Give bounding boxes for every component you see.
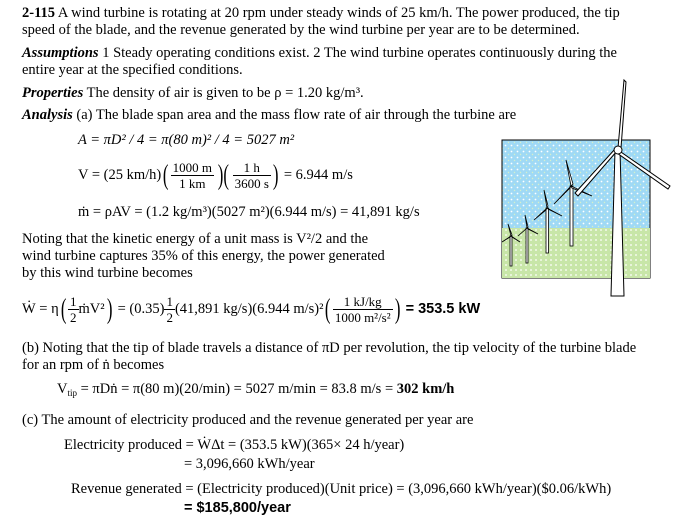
equation-mass-flow: ṁ = ρAV = (1.2 kg/m³)(5027 m²)(6.944 m/s) = 41,891 kg/s (78, 204, 420, 220)
kinetic-text-3: by this wind turbine becomes (22, 265, 193, 281)
equation-tip-velocity: $V_{tip}$ = πDṅ = π(80 m)(20/min) = 5027 m/min = 83.8 m/s = 302 km/h (57, 381, 455, 398)
power-result: = 353.5 kW (405, 301, 481, 317)
problem-statement-line2: speed of the blade, and the revenue generated by the wind turbine per year are to be determined. (22, 22, 580, 38)
revenue-result: = $185,800/year (184, 500, 291, 516)
equation-electricity-result: = 3,096,660 kWh/year (184, 456, 315, 472)
analysis-intro: Analysis (a) The blade span area and the mass flow rate of air through the turbine are (22, 107, 517, 123)
kinetic-text-1: Noting that the kinetic energy of a unit mass is V²/2 and the (22, 231, 369, 247)
equation-power: Ẇ = η( $\frac{1}{2}$ ṁV²) = (0.35) $\frac{1}{2}$ (41,891 kg/s)(6.944 m/s)²( $\frac{1 kJ/kg}{\text{1000 m²/s²}}$ ) = 353.5 kW (22, 293, 481, 326)
problem-number: 2-115 (22, 5, 56, 21)
equation-electricity: Electricity produced = ẆΔt = (353.5 kW)(365× 24 h/year) (64, 437, 405, 453)
properties: Properties The density of air is given to be ρ = 1.20 kg/m³. (22, 85, 364, 101)
analysis-label: Analysis (22, 107, 73, 123)
wind-turbines-icon (474, 78, 674, 298)
equation-area: A = πD² / 4 = π(80 m)² / 4 = 5027 m² (78, 132, 295, 148)
properties-label: Properties (22, 85, 84, 101)
part-c-text: (c) The amount of electricity produced and the revenue generated per year are (22, 412, 474, 428)
part-b-text-2: for an rpm of ṅ becomes (22, 357, 165, 373)
assumptions-line2: entire year at the specified conditions. (22, 62, 243, 78)
wind-turbine-illustration (474, 78, 674, 298)
assumptions: Assumptions 1 Steady operating conditions exist. 2 The wind turbine operates continuously during the (22, 45, 617, 61)
kinetic-text-2: wind turbine captures 35% of this energy, the power generated (22, 248, 385, 264)
tip-velocity-result: 302 km/h (396, 381, 455, 397)
assumptions-label: Assumptions (22, 45, 99, 61)
problem-statement: 2-115 A wind turbine is rotating at 20 rpm under steady winds of 25 km/h. The power produced, the tip (22, 5, 620, 21)
equation-velocity: V = (25 km/h)( $\frac{1000 m}{1 km}$ )( $\frac{1 h}{3600 s}$ ) = 6.944 m/s (78, 159, 353, 192)
equation-revenue: Revenue generated = (Electricity produced)(Unit price) = (3,096,660 kWh/year)($0.06/kWh) (71, 481, 612, 497)
part-b-text-1: (b) Noting that the tip of blade travels a distance of πD per revolution, the tip velocity of the turbine blade (22, 340, 637, 356)
